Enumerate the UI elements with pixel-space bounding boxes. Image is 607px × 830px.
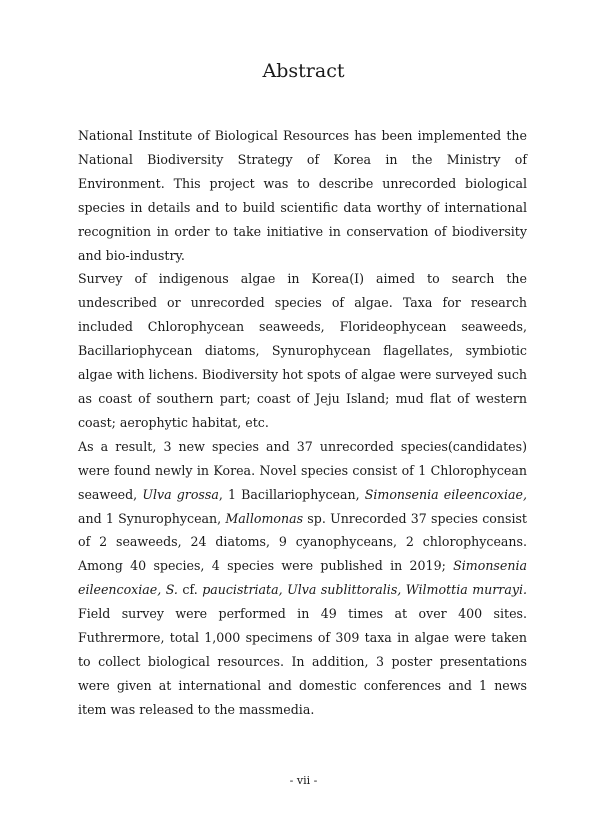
paragraph-text: and 1 Synurophycean, <box>78 510 226 526</box>
paragraph-text: sp. Unrecorded 37 species consist of 2 seaweeds, 24 diatoms, 9 cyanophyceans, 2 chlorophyceans. Among 40 species, 4 species were published in 2019; <box>78 510 527 574</box>
paragraph-text: , 1 Bacillariophycean, <box>218 486 365 502</box>
abstract-paragraph-3 <box>78 435 527 722</box>
abstract-paragraph-2 <box>78 267 527 434</box>
abstract-paragraph-1 <box>78 124 527 267</box>
page-title: Abstract <box>262 60 345 82</box>
paragraph-text: Field survey were performed in 49 times at over 400 sites. Futhrermore, total 1,000 specimens of 309 taxa in algae were taken to collect biological resources. In addition, 3 poster presentations were given at international and domestic conferences and 1 news item was released to the massmedia. <box>78 606 527 717</box>
page-number: - vii - <box>289 774 318 787</box>
paragraph-text: Survey of indigenous algae in Korea(I) aimed to search the undescribed or unrecorded species of algae. Taxa for research included Chlorophycean seaweeds, Florideophycean seaweeds, Bacillariophycean diatoms, Synurophycean flagellates, symbiotic algae with lichens. Biodiversity hot spots of algae were surveyed such as coast of southern part; coast of Jeju Island; mud flat of western coast; aerophytic habitat, etc. <box>78 271 527 430</box>
species-name: Simonsenia eileencoxiae, <box>364 486 527 502</box>
paragraph-text: As a result, 3 new species and 37 unrecorded species(candidates) were found newly in Korea. Novel species consist of 1 Chlorophycean seaweed, <box>78 438 527 502</box>
paragraph-text: National Institute of Biological Resources has been implemented the National Biodiversity Strategy of Korea in the Ministry of Environment. This project was to describe unrecorded biological species in details and to build scientific data worthy of international recognition in order to take initiative in conservation of biodiversity and bio-industry. <box>78 128 527 263</box>
species-name: Ulva grossa <box>142 486 219 502</box>
abstract-body <box>78 124 527 722</box>
species-name: Simonsenia eileencoxiae, S. <box>78 558 527 598</box>
species-name: Mallomonas <box>225 510 304 526</box>
species-name: paucistriata, Ulva sublittoralis, Wilmottia murrayi. <box>202 582 527 598</box>
paragraph-text: cf. <box>177 582 203 598</box>
